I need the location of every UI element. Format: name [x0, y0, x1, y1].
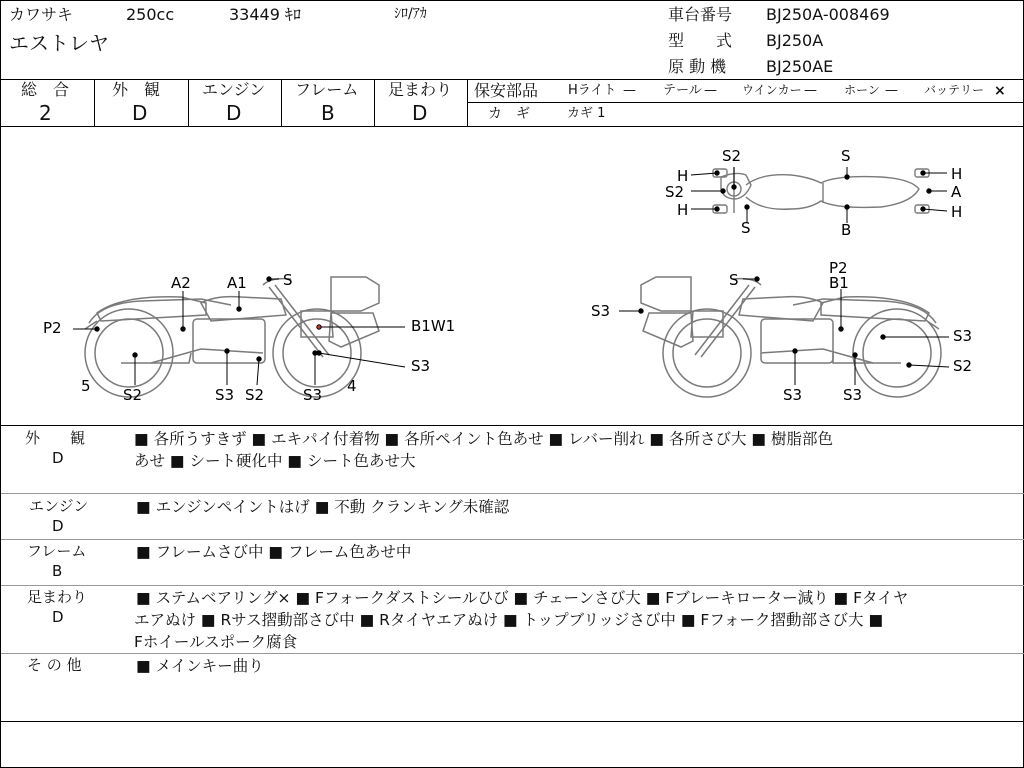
divider [467, 102, 1024, 103]
remark-text-suspension: ■ ステムベアリング× ■ Fフォークダストシールひび ■ チェーンさび大 ■ Fブレーキローター減り ■ Fタイヤ [136, 589, 909, 607]
overall-label: 総 合 [21, 80, 70, 99]
damage-point-marker [95, 327, 99, 331]
remark-text-exterior: ■ 各所うすきず ■ エキパイ付着物 ■ 各所ペイント色あせ ■ レバー削れ ■ 各所さび大 ■ 樹脂部色 [134, 430, 833, 448]
exterior-label: 外 観 [112, 80, 161, 99]
damage-code-label: P2 [43, 319, 62, 337]
model-name: エストレヤ [9, 31, 109, 55]
divider [281, 79, 282, 126]
divider [374, 79, 375, 126]
remark-text-exterior-2: あせ ■ シート硬化中 ■ シート色あせ大 [134, 452, 416, 470]
damage-point-marker [755, 277, 759, 281]
damage-code-label: H [677, 167, 689, 185]
damage-code-label: A [951, 183, 962, 201]
damage-code-label: S [741, 219, 751, 237]
remark-text-suspension-2: エアぬけ ■ Rサス摺動部さび中 ■ Rタイヤエアぬけ ■ トップブリッジさび中 ■ Fフォーク摺動部さび大 ■ [134, 611, 884, 629]
damage-point-marker [845, 205, 849, 209]
key-value: カギ 1 [567, 106, 606, 121]
remark-grade-engine: D [52, 517, 64, 535]
damage-point-marker [839, 327, 843, 331]
safety-item-headlight: Hライト [568, 83, 617, 98]
damage-code-label: 4 [347, 377, 357, 395]
damage-code-label: S2 [665, 183, 685, 201]
damage-point-marker [907, 363, 911, 367]
engine-label: 原 動 機 [668, 57, 727, 76]
damage-code-label: B1W1 [411, 317, 456, 335]
safety-item-tail: テール [663, 83, 702, 98]
damage-point-marker [927, 189, 931, 193]
damage-code-label: S3 [843, 386, 863, 404]
damage-code-label: B [841, 221, 852, 239]
damage-point-marker [133, 353, 137, 357]
safety-item-battery: バッテリー [924, 83, 985, 97]
engine-grade: D [226, 101, 242, 125]
mileage: 33449 ｷﾛ [229, 5, 301, 24]
type-label: 型 式 [668, 31, 733, 50]
damage-point-marker [881, 335, 885, 339]
damage-point-marker [317, 325, 321, 329]
damage-point-marker [732, 185, 736, 189]
overall-grade: 2 [39, 101, 52, 125]
damage-point-marker [237, 307, 241, 311]
divider [1, 721, 1024, 722]
frame-grade: B [321, 101, 335, 125]
damage-point-marker [793, 349, 797, 353]
divider [1, 539, 1024, 540]
remark-text-frame: ■ フレームさび中 ■ フレーム色あせ中 [136, 543, 412, 561]
engine-grade-label: エンジン [202, 80, 266, 99]
remark-label-other: そ の 他 [27, 656, 82, 674]
remark-label-frame: フレーム [27, 542, 87, 560]
divider [1, 585, 1024, 586]
type-value: BJ250A [766, 31, 824, 50]
damage-code-label: S2 [123, 386, 143, 404]
remark-grade-exterior: D [52, 449, 64, 467]
damage-point-marker [257, 357, 261, 361]
damage-code-label: S2 [953, 357, 973, 375]
damage-point-marker [313, 351, 317, 355]
left-side-sketch [85, 277, 379, 397]
frame-no: BJ250A-008469 [766, 5, 890, 24]
damage-point-marker [639, 309, 643, 313]
exterior-grade: D [132, 101, 148, 125]
safety-item-horn: ホーン [844, 83, 880, 97]
divider [1, 493, 1024, 494]
damage-point-marker [225, 349, 229, 353]
damage-code-label: S [283, 271, 293, 289]
frame-grade-label: フレーム [295, 80, 359, 99]
leader-line [923, 209, 947, 211]
damage-code-label: B1 [829, 274, 849, 292]
damage-code-label: H [951, 165, 963, 183]
divider [1, 653, 1024, 654]
safety-label: 保安部品 [474, 81, 539, 100]
remark-text-other: ■ メインキー曲り [136, 657, 264, 675]
damage-code-label: S3 [591, 302, 611, 320]
damage-code-label: A1 [227, 274, 247, 292]
remark-text-engine: ■ エンジンペイントはげ ■ 不動 クランキング未確認 [136, 498, 510, 516]
safety-value-tail: — [704, 83, 717, 98]
safety-value-horn: — [885, 83, 898, 98]
damage-point-marker [721, 189, 725, 193]
remark-label-suspension: 足まわり [27, 588, 88, 606]
damage-code-label: S3 [411, 357, 431, 375]
damage-point-marker [715, 171, 719, 175]
damage-point-marker [181, 327, 185, 331]
damage-code-label: H [677, 201, 689, 219]
damage-code-label: S3 [303, 386, 323, 404]
remark-grade-frame: B [52, 562, 63, 580]
displacement: 250cc [126, 5, 175, 24]
color: ｼﾛ/ｱｶ [394, 6, 427, 22]
damage-code-label: S2 [722, 147, 742, 165]
damage-code-label: H [951, 203, 963, 221]
frame-no-label: 車台番号 [668, 5, 733, 24]
damage-point-marker [745, 205, 749, 209]
damage-point-marker [267, 277, 271, 281]
damage-code-label: A2 [171, 274, 191, 292]
damage-code-label: 5 [81, 377, 91, 395]
damage-code-label: S2 [245, 386, 265, 404]
damage-code-label: S3 [953, 327, 973, 345]
remark-label-engine: エンジン [29, 497, 89, 515]
safety-item-winker: ウインカー [742, 83, 802, 97]
divider [188, 79, 189, 126]
damage-point-marker [715, 207, 719, 211]
damage-diagram [1, 127, 1023, 425]
damage-point-marker [921, 171, 925, 175]
safety-value-winker: — [804, 83, 817, 98]
safety-value-headlight: — [623, 83, 636, 98]
damage-code-label: S [841, 147, 851, 165]
divider [467, 79, 468, 126]
remark-label-exterior: 外 観 [25, 429, 86, 447]
suspension-grade-label: 足まわり [388, 80, 453, 99]
safety-value-battery: × [994, 83, 1006, 99]
key-label: カ ギ [488, 106, 530, 122]
damage-point-marker [853, 353, 857, 357]
damage-point-marker [845, 175, 849, 179]
suspension-grade: D [412, 101, 428, 125]
damage-code-label: S3 [215, 386, 235, 404]
damage-point-marker [921, 207, 925, 211]
remark-text-suspension-3: Fホイールスポーク腐食 [134, 633, 298, 651]
divider [1, 425, 1024, 426]
damage-code-label: S [729, 271, 739, 289]
divider [94, 79, 95, 126]
damage-code-label: S3 [783, 386, 803, 404]
leader-line [319, 353, 405, 367]
remark-grade-suspension: D [52, 608, 64, 626]
engine-value: BJ250AE [766, 57, 834, 76]
damage-code-label: P2 [829, 259, 848, 277]
maker: カワサキ [9, 5, 74, 24]
